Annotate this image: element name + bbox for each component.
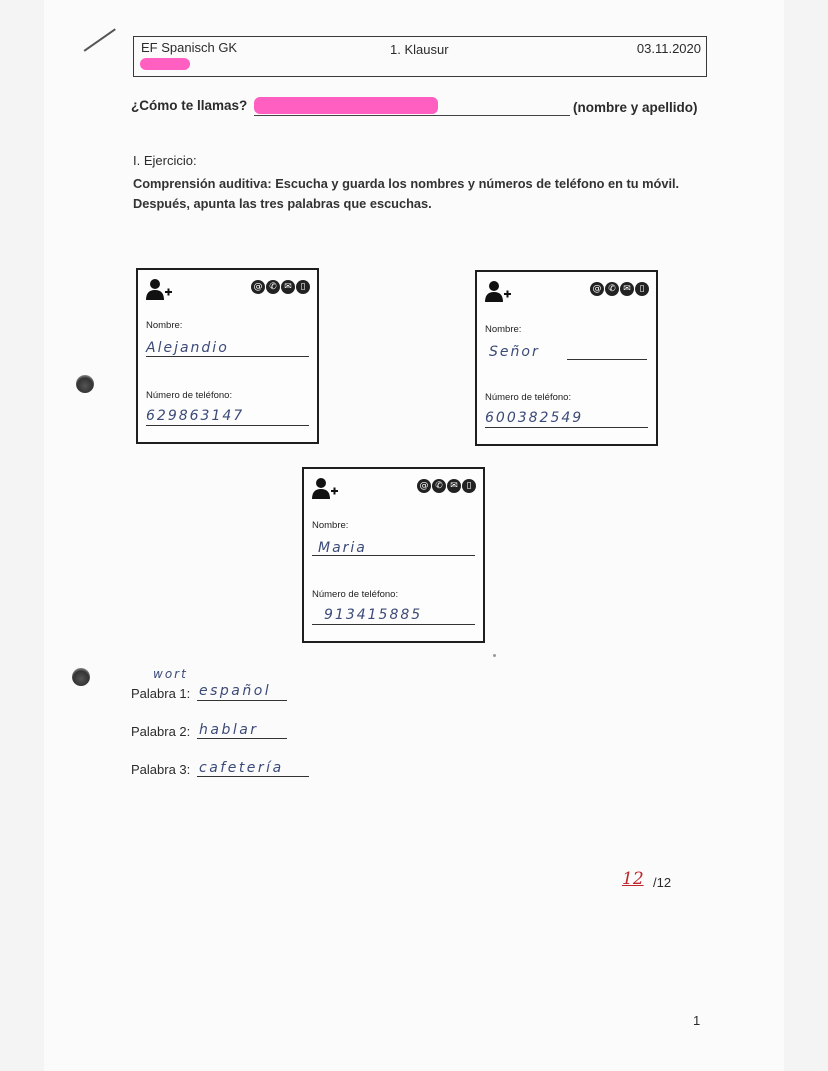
phone-underline <box>312 624 475 625</box>
name-value: Alejandio <box>146 340 229 356</box>
channel-icons <box>590 282 649 296</box>
channel-icons <box>417 479 476 493</box>
margin-note: wort <box>153 667 188 681</box>
name-value: Maria <box>318 540 367 556</box>
exercise-instruction: Comprensión auditiva: Escucha y guarda los nombres y números de teléfono en tu móvil. Después, apunta las tres palabras que escuchas. <box>133 176 680 211</box>
name-question: ¿Cómo te llamas? <box>131 98 248 113</box>
add-contact-icon <box>485 280 511 302</box>
message-icon: ✉ <box>620 282 634 296</box>
phone-icon: ✆ <box>266 280 280 294</box>
name-label: Nombre: <box>485 324 522 335</box>
name-underline <box>567 359 647 360</box>
redaction-mark <box>140 58 190 70</box>
phone-label: Número de teléfono: <box>312 589 399 600</box>
phone-label: Número de teléfono: <box>146 390 233 401</box>
palabra-3-line <box>197 776 309 777</box>
phone-value: 913415885 <box>324 607 423 623</box>
add-contact-icon <box>312 477 338 499</box>
name-label: Nombre: <box>146 320 183 331</box>
email-icon: @ <box>590 282 604 296</box>
palabra-3-label: Palabra 3: <box>131 762 191 777</box>
phone-value: 600382549 <box>485 410 584 426</box>
message-icon: ✉ <box>447 479 461 493</box>
hole-punch <box>76 375 94 393</box>
email-icon: @ <box>251 280 265 294</box>
name-underline <box>146 356 309 357</box>
name-redaction <box>254 97 438 114</box>
phone-label: Número de teléfono: <box>485 392 572 403</box>
phone-icon: ✆ <box>432 479 446 493</box>
palabra-2-value: hablar <box>199 722 259 738</box>
name-hint: (nombre y apellido) <box>573 100 698 115</box>
mobile-icon: ▯ <box>635 282 649 296</box>
exam-date: 03.11.2020 <box>636 41 701 56</box>
palabra-3-value: cafetería <box>199 760 284 776</box>
mobile-icon: ▯ <box>462 479 476 493</box>
phone-icon: ✆ <box>605 282 619 296</box>
palabra-1-line <box>197 700 287 701</box>
mobile-icon: ▯ <box>296 280 310 294</box>
palabra-2-line <box>197 738 287 739</box>
name-line <box>254 115 570 116</box>
contact-card <box>302 467 485 643</box>
add-contact-icon <box>146 278 172 300</box>
hole-punch <box>72 668 90 686</box>
palabra-1-label: Palabra 1: <box>131 686 191 701</box>
course-title: EF Spanisch GK <box>141 40 238 55</box>
page-number: 1 <box>693 1013 701 1028</box>
speck <box>493 654 496 657</box>
email-icon: @ <box>417 479 431 493</box>
exam-title: 1. Klausur <box>390 42 449 57</box>
phone-underline <box>146 425 309 426</box>
exam-header <box>133 36 707 77</box>
score-max: /12 <box>653 875 672 890</box>
exercise-title: I. Ejercicio: <box>133 153 197 168</box>
phone-underline <box>485 427 648 428</box>
name-value: Señor <box>489 344 540 360</box>
name-label: Nombre: <box>312 520 349 531</box>
palabra-1-value: español <box>199 683 272 699</box>
score-obtained: 12 <box>622 869 644 889</box>
name-underline <box>312 555 475 556</box>
channel-icons <box>251 280 310 294</box>
contact-card <box>475 270 658 446</box>
palabra-2-label: Palabra 2: <box>131 724 191 739</box>
phone-value: 629863147 <box>146 408 245 424</box>
message-icon: ✉ <box>281 280 295 294</box>
contact-card <box>136 268 319 444</box>
